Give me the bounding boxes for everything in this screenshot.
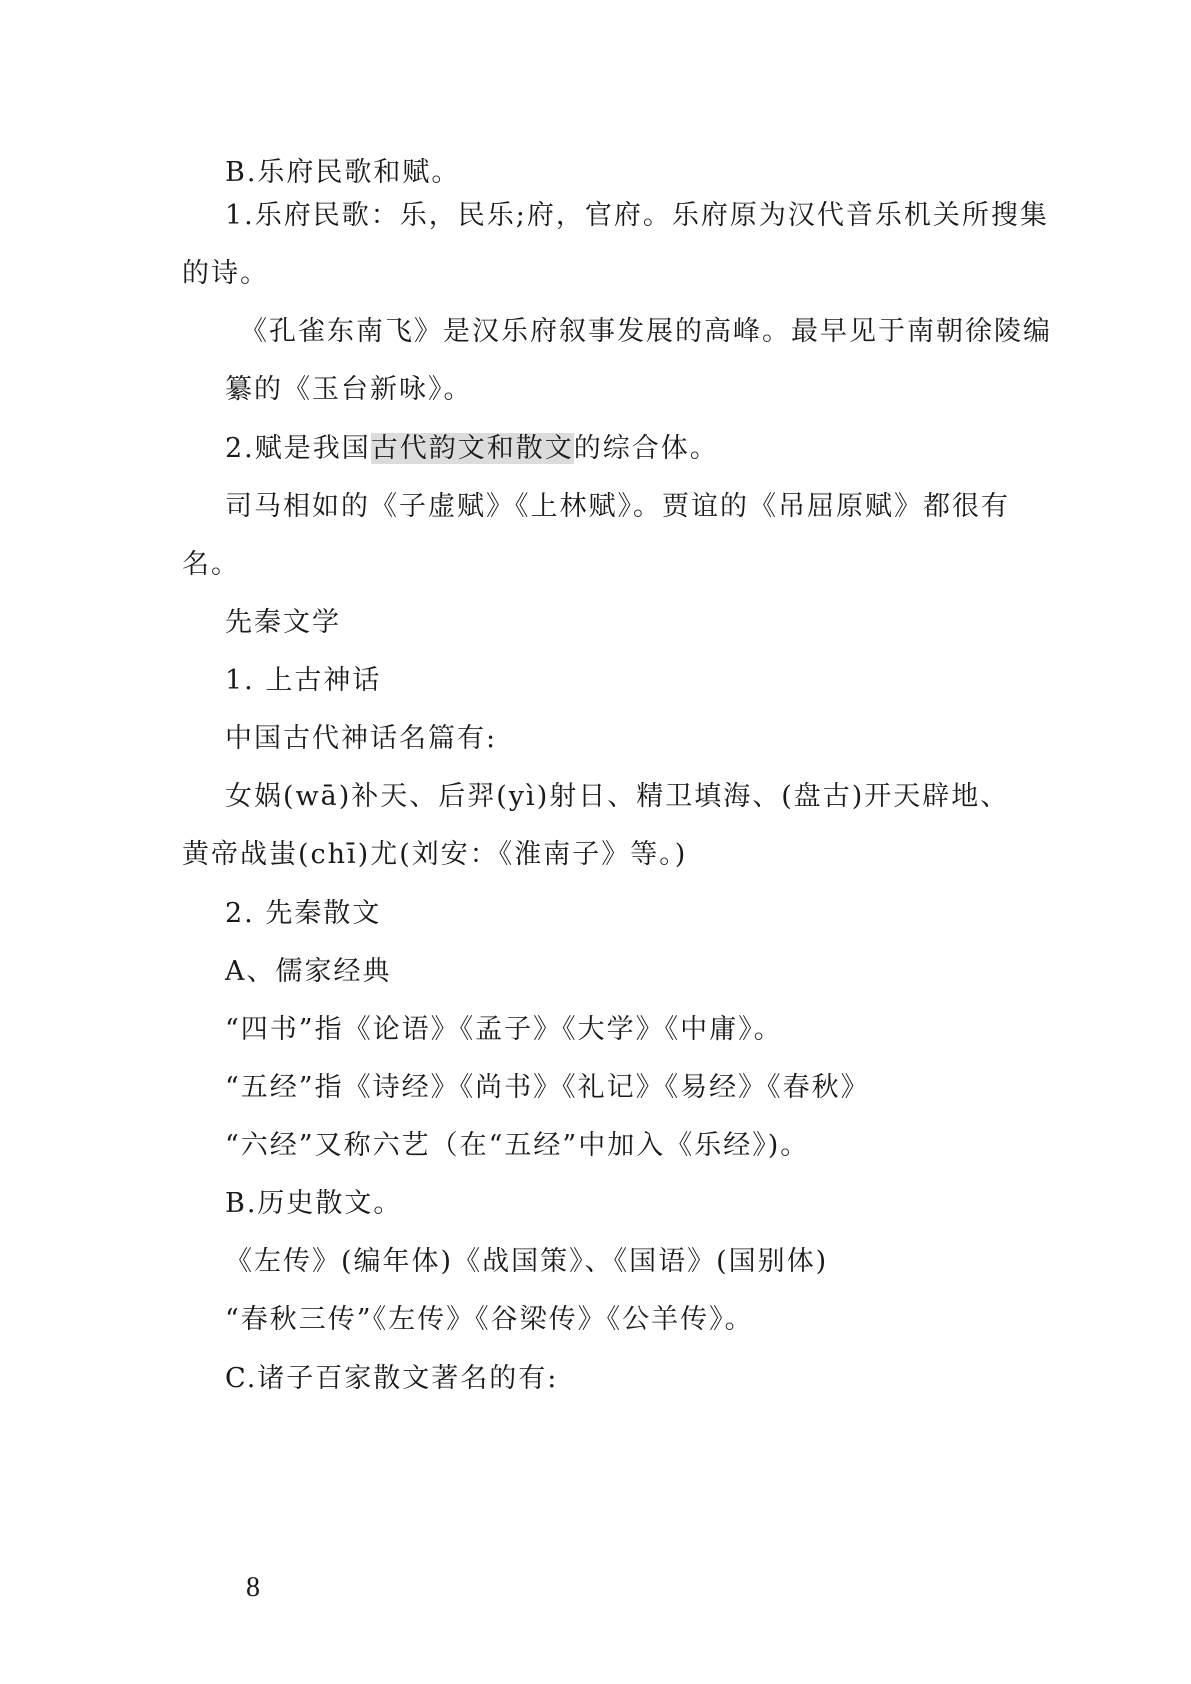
subsection-heading: B.历史散文。 bbox=[225, 1188, 403, 1219]
paragraph-line: 黄帝战蚩(chī)尤(刘安：《淮南子》等。) bbox=[182, 839, 688, 870]
paragraph-line: “春秋三传”《左传》《谷梁传》《公羊传》。 bbox=[225, 1304, 754, 1335]
paragraph-line: 《孔雀东南飞》是汉乐府叙事发展的高峰。最早见于南朝徐陵编 bbox=[240, 316, 1052, 347]
page-number: 8 bbox=[246, 1572, 260, 1603]
text-segment: 的综合体。 bbox=[573, 433, 719, 464]
paragraph-line: 中国古代神话名篇有: bbox=[225, 723, 498, 754]
paragraph-line: “五经”指《诗经》《尚书》《礼记》《易经》《春秋》 bbox=[225, 1072, 870, 1103]
text-segment: 2.赋是我国 bbox=[225, 433, 371, 464]
paragraph-line: 纂的《玉台新咏》。 bbox=[225, 374, 473, 405]
paragraph-line: “六经”又称六艺（在“五经”中加入《乐经》)。 bbox=[225, 1130, 810, 1161]
subsection-heading: A、儒家经典 bbox=[225, 956, 392, 987]
paragraph-line: 1.乐府民歌：乐，民乐;府，官府。乐府原为汉代音乐机关所搜集 bbox=[225, 200, 1049, 231]
subsection-heading: 1. 上古神话 bbox=[225, 665, 382, 696]
section-heading: 先秦文学 bbox=[225, 607, 341, 638]
paragraph-line: 女娲(wā)补天、后羿(yì)射日、精卫填海、(盘古)开天辟地、 bbox=[225, 781, 1010, 812]
paragraph-line: 《左传》(编年体)《战国策》、《国语》(国别体) bbox=[225, 1246, 829, 1277]
subsection-heading: 2. 先秦散文 bbox=[225, 898, 382, 929]
paragraph-line: 名。 bbox=[182, 549, 240, 580]
paragraph-line: 的诗。 bbox=[182, 258, 269, 289]
section-heading: B.乐府民歌和赋。 bbox=[225, 157, 461, 188]
highlighted-text[interactable]: 古代韵文和散文 bbox=[370, 433, 574, 464]
paragraph-line bbox=[225, 431, 719, 467]
paragraph-line: “四书”指《论语》《孟子》《大学》《中庸》。 bbox=[225, 1014, 783, 1045]
paragraph-line: 司马相如的《子虚赋》《上林赋》。贾谊的《吊屈原赋》都很有 bbox=[225, 491, 1010, 522]
subsection-heading: C.诸子百家散文著名的有: bbox=[225, 1363, 559, 1394]
